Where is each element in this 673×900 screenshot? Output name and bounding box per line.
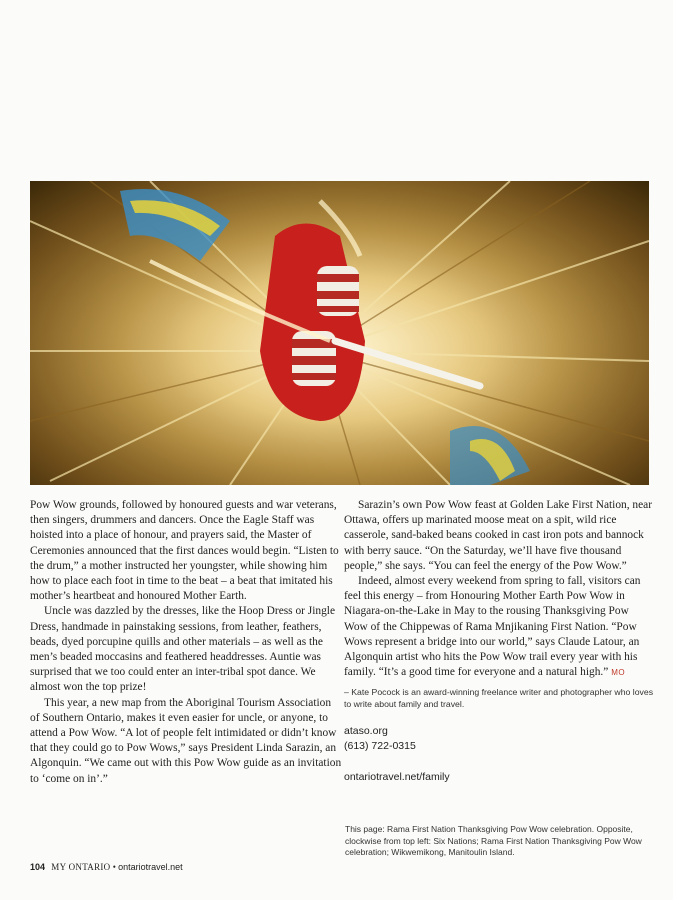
article-right-column — [344, 498, 654, 786]
pow-wow-dancer-illustration — [30, 181, 649, 485]
article-paragraph-text: Indeed, almost every weekend from spring to fall, visitors can feel this energy – from Honouring Mother Earth Pow Wow in Niagara-on-the-Lake in May to the rousing Thanksgiving Pow Wow of the Chippewas of Rama Mnjikaning First Nation. “Pow Wows represent a bridge into our world,” says Claude Latour, an Algonquin artist who hits the Pow Wow trail every year with his family. “It’s a good time for everyone and a natural high.” — [344, 575, 641, 679]
magazine-name: MY ONTARIO — [51, 862, 111, 872]
article-paragraph: Sarazin’s own Pow Wow feast at Golden Lake First Nation, near Ottawa, offers up marinated moose meat on a spit, wild rice casserole, sand-baked beans cooked in cast iron pots and bannock with berry sauce. “On the Saturday, we’ll have five thousand people,” she says. “You can feel the energy of the Pow Wow.” — [344, 499, 653, 572]
photo-caption: This page: Rama First Nation Thanksgiving Pow Wow celebration. Opposite, clockwise from top left: Six Nations; Rama First Nation Thanksgiving Pow Wow celebration; Wikwemikong, Manitoulin Island. — [345, 824, 642, 857]
article-paragraph: Uncle was dazzled by the dresses, like the Hoop Dress or Jingle Dress, handmade in painstaking sessions, from leather, feathers, beads, dyed porcupine quills and other materials – as well as the men’s beaded moccasins and feathered headdresses. Auntie was surprised that we too could enter an inter-tribal spot dance. We almost won the top prize! — [30, 605, 336, 694]
footer-site: ontariotravel.net — [118, 862, 183, 872]
footer-separator: • — [112, 862, 116, 872]
ontariotravel-link[interactable]: ontariotravel.net/family — [344, 771, 450, 784]
signoff-mark: MO — [611, 668, 626, 678]
article-paragraph: Pow Wow grounds, followed by honoured guests and war veterans, then singers, drummers and dancers. Once the Eagle Staff was hoisted into a place of honour, and prayers said, the Master of Ceremonies announced that the first dances would begin. “Listen to the drum,” a mother instructed her youngster, while showing him how to place each foot in time to the beat – a beat that imitated his mother’s heartbeat and honoured Mother Earth. — [30, 499, 339, 603]
contact-website-link[interactable]: ataso.org — [344, 725, 388, 738]
page-number: 104 — [30, 862, 46, 872]
author-bio: – Kate Pocock is an award-winning freelance writer and photographer who loves to write about family and travel. — [344, 687, 654, 710]
contact-info — [344, 724, 654, 754]
article-left-column — [30, 498, 342, 787]
hero-photo — [30, 181, 649, 485]
article-paragraph-final — [344, 574, 654, 680]
article-paragraph: This year, a new map from the Aboriginal Tourism Association of Southern Ontario, makes it even easier for uncle, or anyone, to attend a Pow Wow. “A lot of people felt intimidated or didn’t know that they could go to Pow Wows,” says President Linda Sarazin, an Algonquin. “We came out with this Pow Wow guide as an invitation to ‘come on in’.” — [30, 696, 342, 785]
page-footer — [30, 862, 183, 872]
contact-phone: (613) 722-0315 — [344, 740, 416, 753]
